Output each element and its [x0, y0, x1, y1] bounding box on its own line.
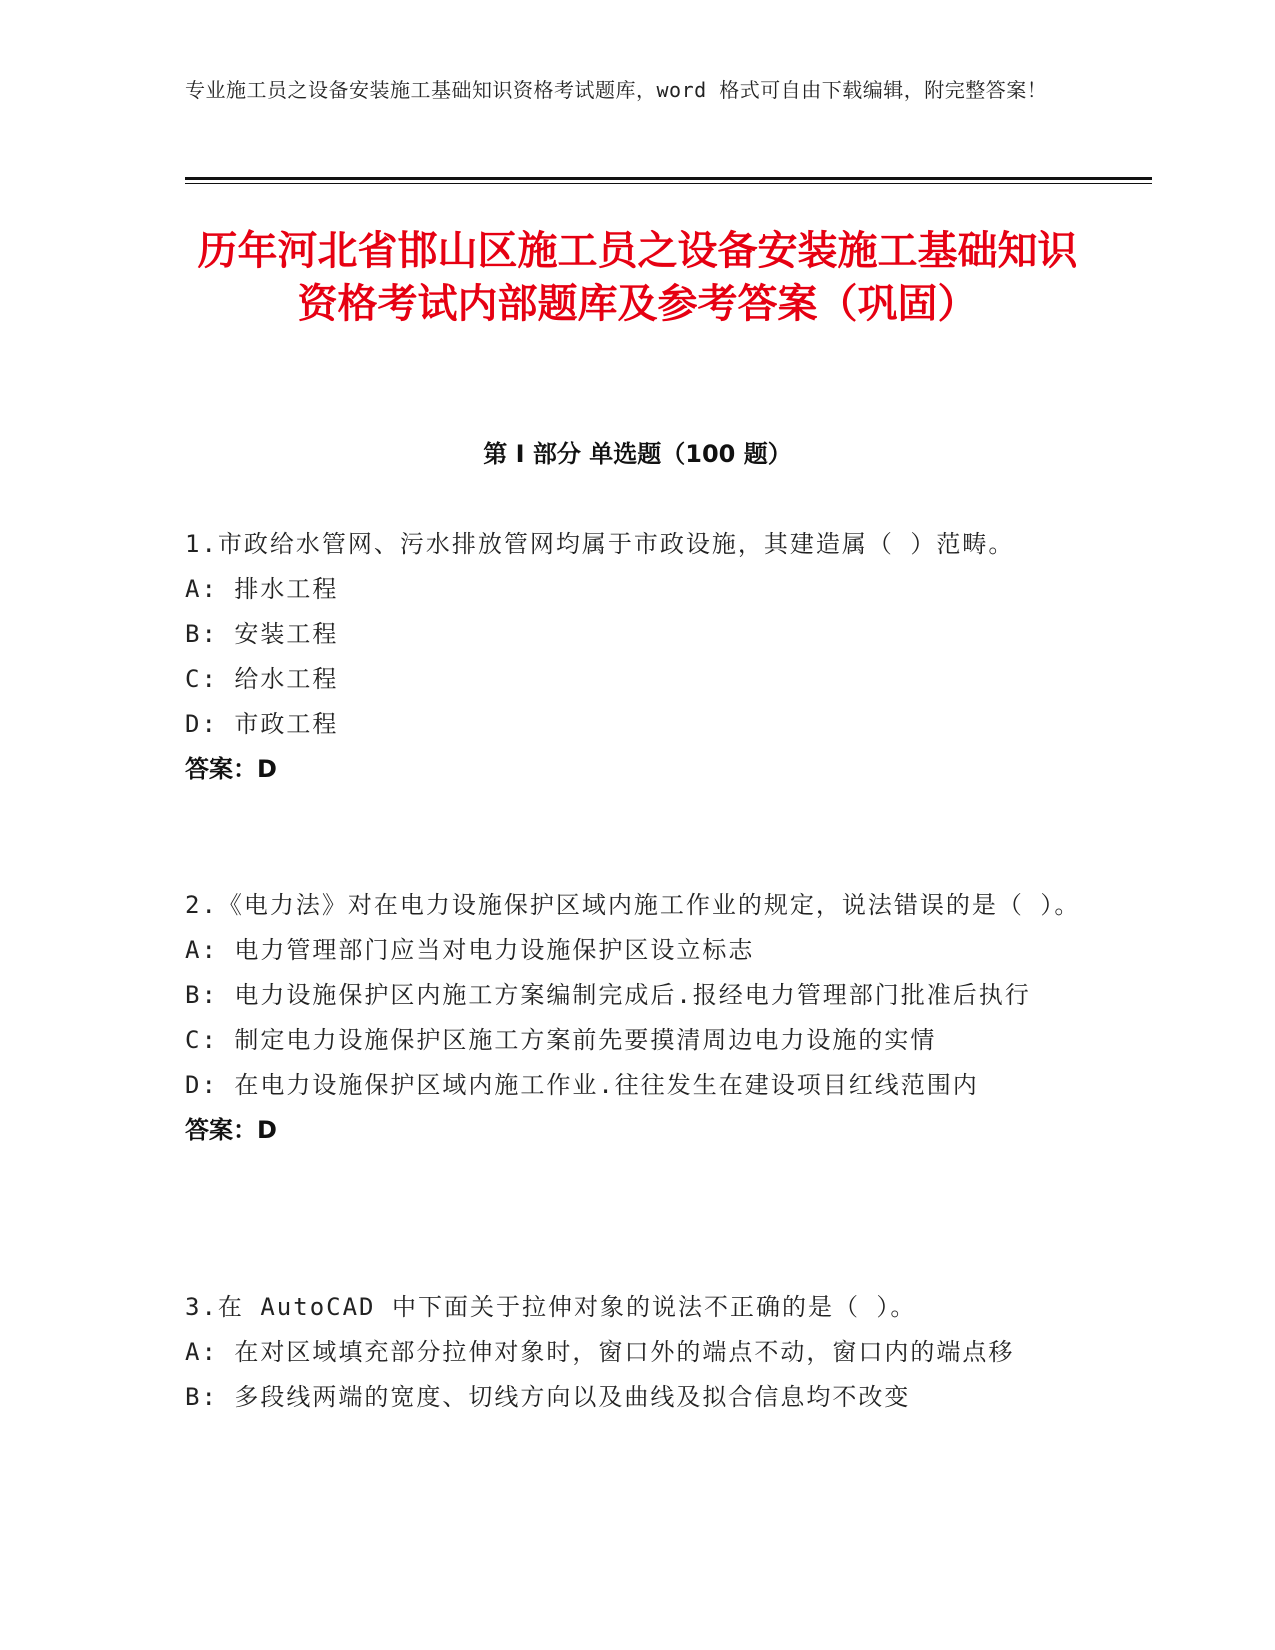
option-b: B: 电力设施保护区内施工方案编制完成后.报经电力管理部门批准后执行	[185, 981, 1031, 1009]
question-1	[185, 522, 1085, 792]
question-stem: 2.《电力法》对在电力设施保护区域内施工作业的规定，说法错误的是（ ）。	[185, 891, 1081, 919]
question-stem: 1.市政给水管网、污水排放管网均属于市政设施，其建造属（ ）范畴。	[185, 530, 1015, 558]
section-title: 第 I 部分 单选题（100 题）	[483, 440, 792, 468]
document-title: 历年河北省邯山区施工员之设备安装施工基础知识资格考试内部题库及参考答案（巩固）	[197, 228, 1078, 327]
header-divider-thick	[185, 177, 1152, 180]
answer: 答案：D	[185, 755, 277, 783]
question-stem: 3.在 AutoCAD 中下面关于拉伸对象的说法不正确的是（ ）。	[185, 1293, 917, 1321]
option-b: B: 多段线两端的宽度、切线方向以及曲线及拟合信息均不改变	[185, 1383, 911, 1411]
question-2	[185, 883, 1085, 1153]
question-3	[185, 1285, 1085, 1420]
header-note: 专业施工员之设备安装施工基础知识资格考试题库，word 格式可自由下载编辑，附完整答案！	[185, 78, 1048, 102]
option-c: C: 给水工程	[185, 665, 339, 693]
option-c: C: 制定电力设施保护区施工方案前先要摸清周边电力设施的实情	[185, 1026, 937, 1054]
option-a: A: 在对区域填充部分拉伸对象时，窗口外的端点不动，窗口内的端点移	[185, 1338, 1015, 1366]
option-b: B: 安装工程	[185, 620, 339, 648]
header-divider-thin	[185, 183, 1152, 184]
option-a: A: 电力管理部门应当对电力设施保护区设立标志	[185, 936, 755, 964]
option-d: D: 市政工程	[185, 710, 339, 738]
option-d: D: 在电力设施保护区域内施工作业.往往发生在建设项目红线范围内	[185, 1071, 979, 1099]
option-a: A: 排水工程	[185, 575, 339, 603]
answer: 答案：D	[185, 1116, 277, 1144]
